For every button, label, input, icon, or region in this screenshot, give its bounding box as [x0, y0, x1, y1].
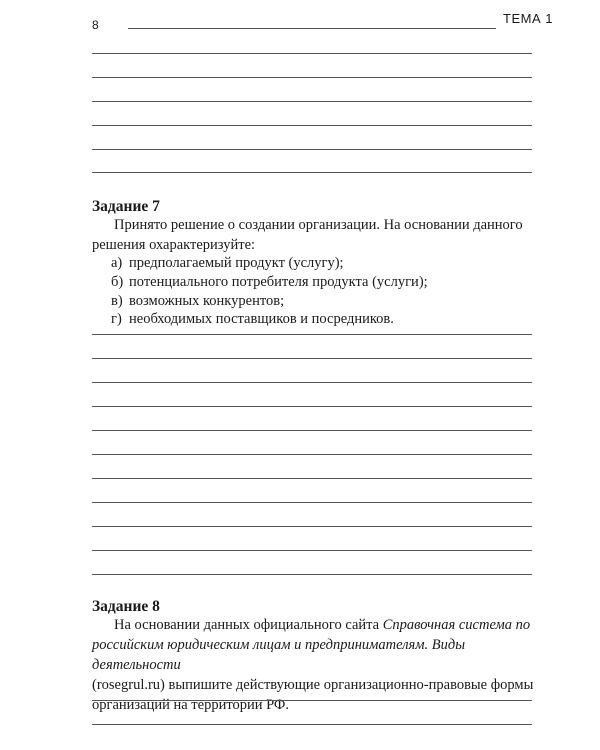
answer-line — [92, 382, 532, 383]
answer-line — [92, 53, 532, 54]
answer-line — [92, 77, 532, 78]
task-8-title: Задание 8 — [92, 598, 160, 615]
answer-line — [92, 358, 532, 359]
answer-line — [92, 149, 532, 150]
item-text: необходимых поставщиков и посредников. — [129, 311, 394, 327]
site-name-part-2: российским юридическим лицам и предпринимателям. Виды деятельности — [92, 637, 466, 673]
task-8-line-1 — [92, 615, 542, 635]
task-7-item-c — [111, 291, 284, 311]
task-8-line-1-text: На основании данных официального сайта — [114, 617, 383, 633]
item-text: предполагаемый продукт (услугу); — [129, 255, 344, 271]
answer-line — [92, 502, 532, 503]
page-number: 8 — [92, 18, 99, 32]
answer-line — [92, 430, 532, 431]
answer-line — [92, 334, 532, 335]
answer-line — [92, 172, 532, 173]
task-8-line-4: организаций на территории РФ. — [92, 697, 290, 713]
item-marker: в) — [111, 293, 123, 309]
task-7-title: Задание 7 — [92, 198, 160, 215]
topic-label: ТЕМА 1 — [503, 11, 553, 26]
answer-line — [92, 406, 532, 407]
task-7-item-b — [111, 272, 428, 292]
item-text: потенциального потребителя продукта (услуги); — [129, 274, 428, 290]
answer-line — [92, 454, 532, 455]
answer-line — [92, 700, 532, 701]
task-7-intro-line-2: решения охарактеризуйте: — [92, 237, 256, 253]
item-marker: б) — [111, 274, 124, 290]
answer-line — [92, 574, 532, 575]
item-text: возможных конкурентов; — [129, 293, 285, 309]
answer-line — [92, 478, 532, 479]
answer-line — [92, 526, 532, 527]
item-marker: а) — [111, 255, 123, 271]
task-8-line-2 — [92, 635, 542, 675]
task-7-intro — [92, 215, 542, 255]
task-7-intro-line-1: Принято решение о создании организации. На основании данного — [114, 217, 523, 233]
task-8-line-3: (rosegrul.ru) выпишите действующие организационно-правовые формы — [92, 677, 534, 693]
site-name-part-1: Справочная система по — [382, 617, 531, 633]
task-7-item-a — [111, 253, 344, 273]
header-rule — [128, 28, 496, 29]
item-marker: г) — [111, 311, 122, 327]
answer-line — [92, 101, 532, 102]
answer-line — [92, 724, 532, 725]
answer-line — [92, 125, 532, 126]
answer-line — [92, 550, 532, 551]
task-7-item-d — [111, 309, 394, 329]
